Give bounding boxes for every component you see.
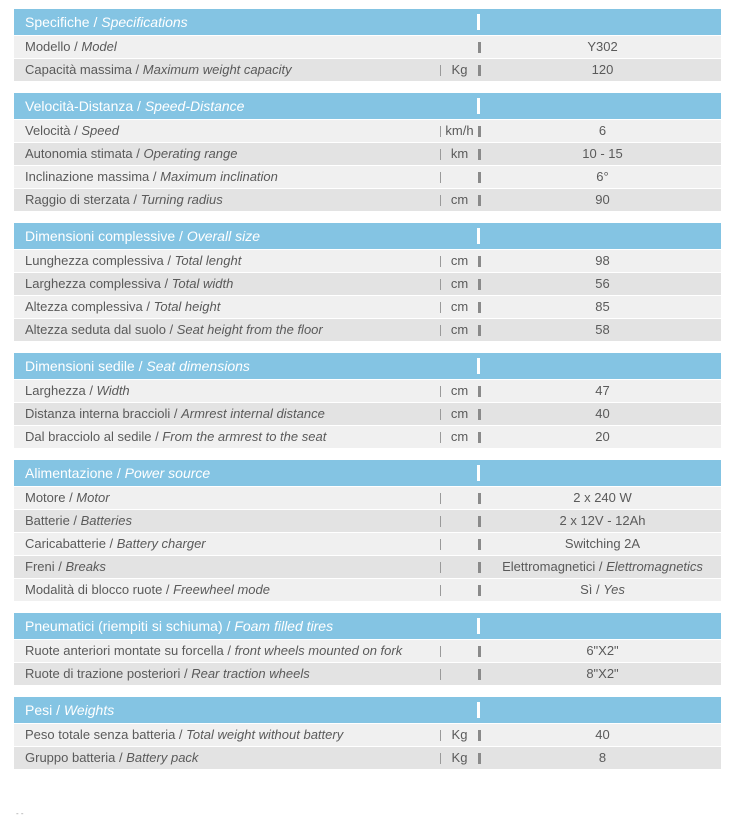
value-divider bbox=[478, 65, 481, 76]
value-divider bbox=[478, 493, 481, 504]
section-specifications bbox=[14, 9, 721, 81]
header-divider bbox=[477, 98, 480, 114]
row-value: Switching 2A bbox=[564, 536, 641, 551]
header-divider bbox=[477, 465, 480, 481]
spec-row-brakes bbox=[14, 556, 721, 578]
value-divider bbox=[478, 172, 481, 183]
spec-row-rear-wheels bbox=[14, 663, 721, 685]
section-header bbox=[14, 9, 721, 35]
section-header bbox=[14, 613, 721, 639]
section-header bbox=[14, 93, 721, 119]
row-unit: cm bbox=[450, 322, 469, 337]
spec-row-speed bbox=[14, 120, 721, 142]
row-value: 6 bbox=[598, 123, 607, 138]
unit-divider bbox=[440, 409, 441, 420]
section-overall-size bbox=[14, 223, 721, 341]
section-header bbox=[14, 353, 721, 379]
value-divider bbox=[478, 730, 481, 741]
unit-divider bbox=[440, 65, 441, 76]
row-value: 56 bbox=[595, 276, 610, 291]
header-divider bbox=[477, 14, 480, 30]
header-divider bbox=[477, 618, 480, 634]
spec-row-total-width bbox=[14, 273, 721, 295]
row-label: Caricabatterie / Battery charger bbox=[25, 536, 206, 551]
value-divider bbox=[478, 195, 481, 206]
spec-row-max-inclination bbox=[14, 166, 721, 188]
section-header bbox=[14, 697, 721, 723]
header-divider bbox=[477, 358, 480, 374]
value-divider bbox=[478, 516, 481, 527]
spec-row-front-wheels bbox=[14, 640, 721, 662]
spec-row-seat-height bbox=[14, 319, 721, 341]
section-seat-dimensions bbox=[14, 353, 721, 448]
row-label: Larghezza / Width bbox=[25, 383, 130, 398]
unit-divider bbox=[440, 753, 441, 764]
row-value: Sì / Yes bbox=[580, 582, 625, 597]
unit-divider bbox=[440, 646, 441, 657]
row-value: 40 bbox=[595, 406, 610, 421]
unit-divider bbox=[440, 279, 441, 290]
unit-divider bbox=[440, 256, 441, 267]
row-unit: cm bbox=[450, 276, 469, 291]
value-divider bbox=[478, 302, 481, 313]
row-unit: cm bbox=[450, 299, 469, 314]
row-unit: Kg bbox=[451, 62, 468, 77]
row-value: 6"X2" bbox=[586, 643, 619, 658]
row-label: Lunghezza complessiva / Total lenght bbox=[25, 253, 242, 268]
section-title: Pneumatici (riempiti si schiuma) / Foam filled tires bbox=[25, 618, 334, 634]
unit-divider bbox=[440, 195, 441, 206]
value-divider bbox=[478, 126, 481, 137]
row-value: 2 x 240 W bbox=[573, 490, 632, 505]
spec-row-battery-pack bbox=[14, 747, 721, 769]
value-divider bbox=[478, 325, 481, 336]
row-value: 8 bbox=[598, 750, 607, 765]
unit-divider bbox=[440, 585, 441, 596]
row-value: 98 bbox=[595, 253, 610, 268]
row-label: Gruppo batteria / Battery pack bbox=[25, 750, 199, 765]
row-unit: Kg bbox=[451, 750, 468, 765]
value-divider bbox=[478, 386, 481, 397]
unit-divider bbox=[440, 516, 441, 527]
row-unit: cm bbox=[450, 253, 469, 268]
unit-divider bbox=[440, 172, 441, 183]
row-label: Modello / Model bbox=[25, 39, 117, 54]
row-unit: cm bbox=[450, 406, 469, 421]
section-title: Pesi / Weights bbox=[25, 702, 115, 718]
spec-row-total-weight bbox=[14, 724, 721, 746]
row-label: Altezza complessiva / Total height bbox=[25, 299, 221, 314]
row-label: Motore / Motor bbox=[25, 490, 110, 505]
spec-row-seat-width bbox=[14, 380, 721, 402]
spec-row-model bbox=[14, 36, 721, 58]
unit-divider bbox=[440, 669, 441, 680]
row-value: 85 bbox=[595, 299, 610, 314]
unit-divider bbox=[440, 126, 441, 137]
value-divider bbox=[478, 753, 481, 764]
section-header bbox=[14, 460, 721, 486]
unit-divider bbox=[440, 325, 441, 336]
unit-divider bbox=[440, 562, 441, 573]
row-label: Ruote anteriori montate su forcella / front wheels mounted on fork bbox=[25, 643, 403, 658]
section-speed-distance bbox=[14, 93, 721, 211]
unit-divider bbox=[440, 539, 441, 550]
unit-divider bbox=[440, 386, 441, 397]
value-divider bbox=[478, 646, 481, 657]
row-label: Dal bracciolo al sedile / From the armrest to the seat bbox=[25, 429, 327, 444]
unit-divider bbox=[440, 149, 441, 160]
row-value: 120 bbox=[591, 62, 614, 77]
row-unit: cm bbox=[450, 383, 469, 398]
spec-row-batteries bbox=[14, 510, 721, 532]
section-foam-filled-tires bbox=[14, 613, 721, 685]
value-divider bbox=[478, 669, 481, 680]
header-divider bbox=[477, 228, 480, 244]
row-value: 47 bbox=[595, 383, 610, 398]
section-title: Dimensioni sedile / Seat dimensions bbox=[25, 358, 250, 374]
row-label: Ruote di trazione posteriori / Rear traction wheels bbox=[25, 666, 310, 681]
section-title: Velocità-Distanza / Speed-Distance bbox=[25, 98, 245, 114]
spec-row-turning-radius bbox=[14, 189, 721, 211]
unit-divider bbox=[440, 730, 441, 741]
value-divider bbox=[478, 256, 481, 267]
row-value: Elettromagnetici / Elettromagnetics bbox=[502, 559, 703, 574]
value-divider bbox=[478, 539, 481, 550]
section-header bbox=[14, 223, 721, 249]
row-value: 10 - 15 bbox=[582, 146, 623, 161]
value-divider bbox=[478, 279, 481, 290]
row-unit: Kg bbox=[451, 727, 468, 742]
row-value: 8"X2" bbox=[586, 666, 619, 681]
row-label: Inclinazione massima / Maximum inclination bbox=[25, 169, 278, 184]
row-value: 58 bbox=[595, 322, 610, 337]
row-value: 6° bbox=[596, 169, 609, 184]
spec-row-freewheel-mode bbox=[14, 579, 721, 601]
row-label: Freni / Breaks bbox=[25, 559, 106, 574]
specifications-sheet bbox=[14, 9, 721, 781]
section-title: Specifiche / Specifications bbox=[25, 14, 188, 30]
value-divider bbox=[478, 149, 481, 160]
spec-row-motor bbox=[14, 487, 721, 509]
value-divider bbox=[478, 42, 481, 53]
value-divider bbox=[478, 409, 481, 420]
section-title: Dimensioni complessive / Overall size bbox=[25, 228, 260, 244]
unit-divider bbox=[440, 302, 441, 313]
section-power-source bbox=[14, 460, 721, 601]
spec-row-armrest-distance bbox=[14, 403, 721, 425]
row-label: Altezza seduta dal suolo / Seat height from the floor bbox=[25, 322, 323, 337]
row-value: 2 x 12V - 12Ah bbox=[559, 513, 646, 528]
row-value: 20 bbox=[595, 429, 610, 444]
row-unit: cm bbox=[450, 192, 469, 207]
spec-row-total-length bbox=[14, 250, 721, 272]
section-weights bbox=[14, 697, 721, 769]
row-value: 90 bbox=[595, 192, 610, 207]
row-label: Capacità massima / Maximum weight capacity bbox=[25, 62, 292, 77]
header-divider bbox=[477, 702, 480, 718]
spec-row-armrest-to-seat bbox=[14, 426, 721, 448]
row-label: Peso totale senza batteria / Total weight without battery bbox=[25, 727, 344, 742]
row-value: 40 bbox=[595, 727, 610, 742]
value-divider bbox=[478, 562, 481, 573]
row-label: Velocità / Speed bbox=[25, 123, 119, 138]
row-unit: cm bbox=[450, 429, 469, 444]
spec-row-total-height bbox=[14, 296, 721, 318]
unit-divider bbox=[440, 493, 441, 504]
value-divider bbox=[478, 585, 481, 596]
row-value: Y302 bbox=[587, 39, 618, 54]
page-footer-mark: - - bbox=[16, 809, 24, 818]
section-title: Alimentazione / Power source bbox=[25, 465, 211, 481]
row-label: Raggio di sterzata / Turning radius bbox=[25, 192, 223, 207]
spec-row-battery-charger bbox=[14, 533, 721, 555]
row-label: Distanza interna braccioli / Armrest internal distance bbox=[25, 406, 325, 421]
unit-divider bbox=[440, 432, 441, 443]
value-divider bbox=[478, 432, 481, 443]
row-label: Larghezza complessiva / Total width bbox=[25, 276, 234, 291]
spec-row-operating-range bbox=[14, 143, 721, 165]
row-label: Autonomia stimata / Operating range bbox=[25, 146, 238, 161]
row-unit: km/h bbox=[445, 123, 474, 138]
row-label: Modalità di blocco ruote / Freewheel mode bbox=[25, 582, 270, 597]
row-unit: km bbox=[450, 146, 469, 161]
row-label: Batterie / Batteries bbox=[25, 513, 132, 528]
spec-row-max-weight bbox=[14, 59, 721, 81]
